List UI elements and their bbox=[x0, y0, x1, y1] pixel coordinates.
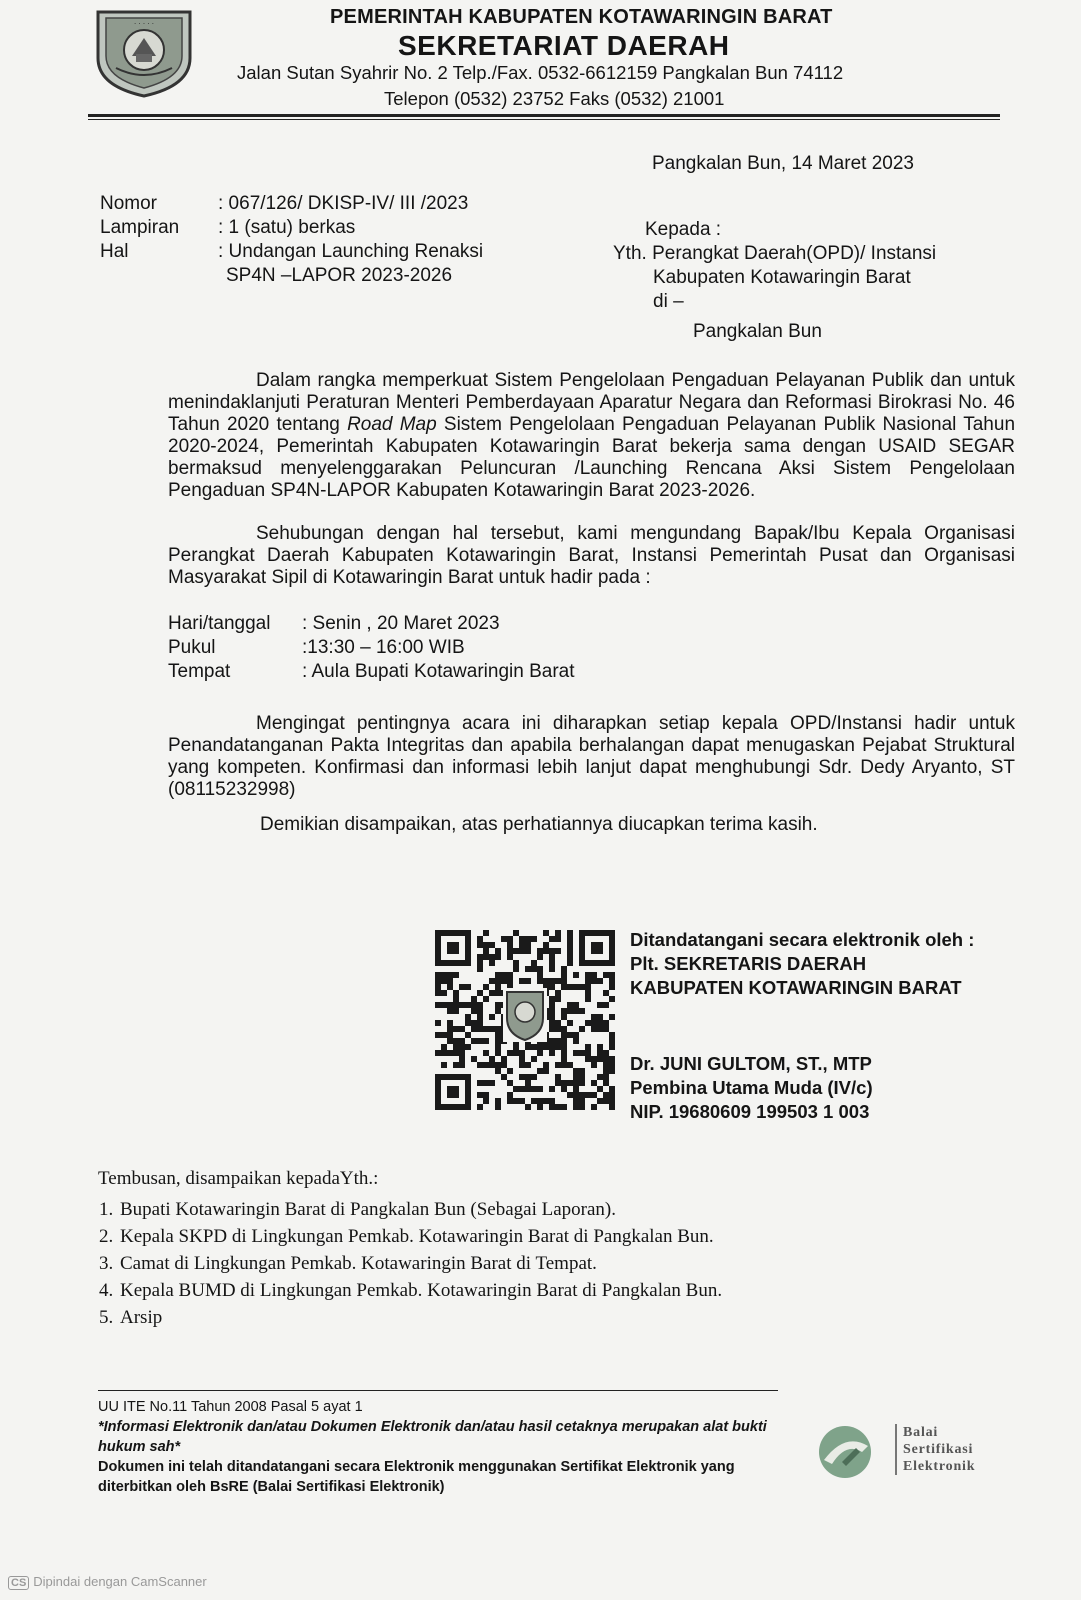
schedule-time-value: :13:30 – 16:00 WIB bbox=[302, 637, 465, 658]
letter-date: Pangkalan Bun, 14 Maret 2023 bbox=[652, 153, 914, 174]
recipient-block bbox=[613, 218, 936, 344]
lampiran-value: : 1 (satu) berkas bbox=[218, 217, 356, 238]
event-schedule bbox=[168, 612, 575, 684]
nomor-label: Nomor bbox=[100, 193, 158, 214]
letterhead-government: PEMERINTAH KABUPATEN KOTAWARINGIN BARAT bbox=[330, 6, 833, 28]
p1-text-italic: Road Map bbox=[347, 414, 437, 435]
letter-meta bbox=[100, 192, 483, 288]
bsre-line-3: Elektronik bbox=[903, 1459, 976, 1474]
svg-text:· · · · ·: · · · · · bbox=[133, 20, 155, 28]
hal-value-line2: SP4N –LAPOR 2023-2026 bbox=[226, 265, 453, 286]
footer-legal bbox=[98, 1397, 778, 1497]
scanner-text: Dipindai dengan CamScanner bbox=[33, 1574, 207, 1589]
signatory-rank: Pembina Utama Muda (IV/c) bbox=[630, 1077, 873, 1098]
letterhead-office: SEKRETARIAT DAERAH bbox=[398, 30, 730, 61]
p1-text-before: Dalam rangka memperkuat Sistem Pengelolaan Pengaduan Pelayanan Publik dan untuk menindaklanjuti Peraturan Menteri Pemberdayaan Aparatur Negara dan Reformasi Birokrasi No. 46 Tahun 2020 tentang bbox=[168, 370, 1015, 435]
hal-value-line1: : Undangan Launching Renaksi bbox=[218, 241, 484, 262]
schedule-time-label: Pukul bbox=[168, 637, 216, 658]
bsre-wordmark bbox=[895, 1424, 975, 1475]
letterhead-rule-thick bbox=[88, 114, 1000, 117]
footer-law: UU ITE No.11 Tahun 2008 Pasal 5 ayat 1 bbox=[98, 1399, 363, 1415]
schedule-place-value: : Aula Bupati Kotawaringin Barat bbox=[302, 661, 575, 682]
nomor-value: : 067/126/ DKISP-IV/ III /2023 bbox=[218, 193, 469, 214]
cc-heading: Tembusan, disampaikan kepadaYth.: bbox=[98, 1168, 379, 1189]
signature-line-1: Ditandatangani secara elektronik oleh : bbox=[630, 929, 975, 950]
cc-item: 4. Kepala BUMD di Lingkungan Pemkab. Kotawaringin Barat di Pangkalan Bun. bbox=[118, 1277, 722, 1304]
schedule-day-value: : Senin , 20 Maret 2023 bbox=[302, 613, 500, 634]
cc-item: 3. Camat di Lingkungan Pemkab. Kotawaringin Barat di Tempat. bbox=[118, 1250, 722, 1277]
letterhead-rule-thin bbox=[88, 119, 1000, 120]
letterhead-address: Jalan Sutan Syahrir No. 2 Telp./Fax. 0532-6612159 Pangkalan Bun 74112 bbox=[237, 62, 844, 83]
qr-code-icon bbox=[435, 930, 615, 1110]
cc-item: 2. Kepala SKPD di Lingkungan Pemkab. Kotawaringin Barat di Pangkalan Bun. bbox=[118, 1223, 722, 1250]
signature-line-3: KABUPATEN KOTAWARINGIN BARAT bbox=[630, 977, 962, 998]
schedule-day-label: Hari/tanggal bbox=[168, 613, 271, 634]
schedule-place-label: Tempat bbox=[168, 661, 231, 682]
footer-rule bbox=[98, 1390, 778, 1391]
cc-item: 1. Bupati Kotawaringin Barat di Pangkalan Bun (Sebagai Laporan). bbox=[118, 1196, 722, 1223]
signatory-nip: NIP. 19680609 199503 1 003 bbox=[630, 1101, 870, 1122]
footer-note-bold: BsRE (Balai Sertifikasi Elektronik) bbox=[210, 1479, 445, 1495]
bsre-line-1: Balai bbox=[903, 1425, 939, 1440]
p1-text-after: Sistem Pengelolaan Pengaduan Pelayanan Publik Nasional Tahun 2020-2024, Pemerintah Kabupaten Kotawaringin Barat bekerja sama dengan USAID SEGAR bermaksud menyelenggarakan Peluncuran /Launching Rencana Aksi Sistem Pengelolaan Pengaduan SP4N-LAPOR Kabupaten Kotawaringin Barat 2023-2026. bbox=[168, 414, 1016, 501]
recipient-city: Pangkalan Bun bbox=[693, 321, 822, 342]
body-paragraph-3: Mengingat pentingnya acara ini diharapkan setiap kepala OPD/Instansi hadir untuk Penandatanganan Pakta Integritas dan apabila berhalangan dapat menugaskan Pejabat Struktural yang kompeten. Konfirmasi dan informasi lebih lanjut dapat menghubungi Sdr. Dedy Aryanto, ST (08115232998) bbox=[168, 713, 1015, 800]
scanner-watermark bbox=[8, 1574, 207, 1590]
hal-value bbox=[218, 240, 483, 288]
footer-note bbox=[98, 1457, 778, 1497]
hal-label: Hal bbox=[100, 241, 129, 262]
letterhead-phone: Telepon (0532) 23752 Faks (0532) 21001 bbox=[384, 88, 725, 109]
bsre-logo-icon bbox=[812, 1422, 882, 1480]
regency-crest-icon bbox=[92, 6, 196, 98]
cc-list bbox=[98, 1196, 722, 1331]
carbon-copy-section bbox=[98, 1165, 722, 1331]
recipient-regency: Kabupaten Kotawaringin Barat bbox=[653, 267, 911, 288]
recipient-di: di – bbox=[653, 291, 684, 312]
bsre-line-2: Sertifikasi bbox=[903, 1442, 974, 1457]
signature-line-2: Plt. SEKRETARIS DAERAH bbox=[630, 953, 867, 974]
body-paragraph-1 bbox=[168, 370, 1015, 502]
camscanner-icon: CS bbox=[8, 1576, 29, 1590]
cc-item: 5. Arsip bbox=[118, 1304, 722, 1331]
recipient-kepada: Kepada : bbox=[645, 219, 722, 240]
body-paragraph-2: Sehubungan dengan hal tersebut, kami mengundang Bapak/Ibu Kepala Organisasi Perangkat Daerah Kabupaten Kotawaringin Barat, Instansi Pemerintah Pusat dan Organisasi Masyarakat Sipil di Kotawaringin Barat untuk hadir pada : bbox=[168, 523, 1015, 588]
closing-sentence: Demikian disampaikan, atas perhatiannya diucapkan terima kasih. bbox=[260, 814, 818, 835]
footer-italic-note: *Informasi Elektronik dan/atau Dokumen Elektronik dan/atau hasil cetaknya merupakan alat bukti hukum sah* bbox=[98, 1419, 767, 1455]
footer-note-text: Dokumen ini telah ditandatangani secara Elektronik menggunakan Sertifikat Elektronik yang diterbitkan oleh bbox=[98, 1459, 735, 1495]
recipient-yth: Yth. Perangkat Daerah(OPD)/ Instansi bbox=[613, 243, 937, 264]
signature-authority bbox=[630, 928, 974, 1000]
signatory-block bbox=[630, 1052, 873, 1124]
signatory-name: Dr. JUNI GULTOM, ST., MTP bbox=[630, 1053, 872, 1074]
lampiran-label: Lampiran bbox=[100, 217, 180, 238]
